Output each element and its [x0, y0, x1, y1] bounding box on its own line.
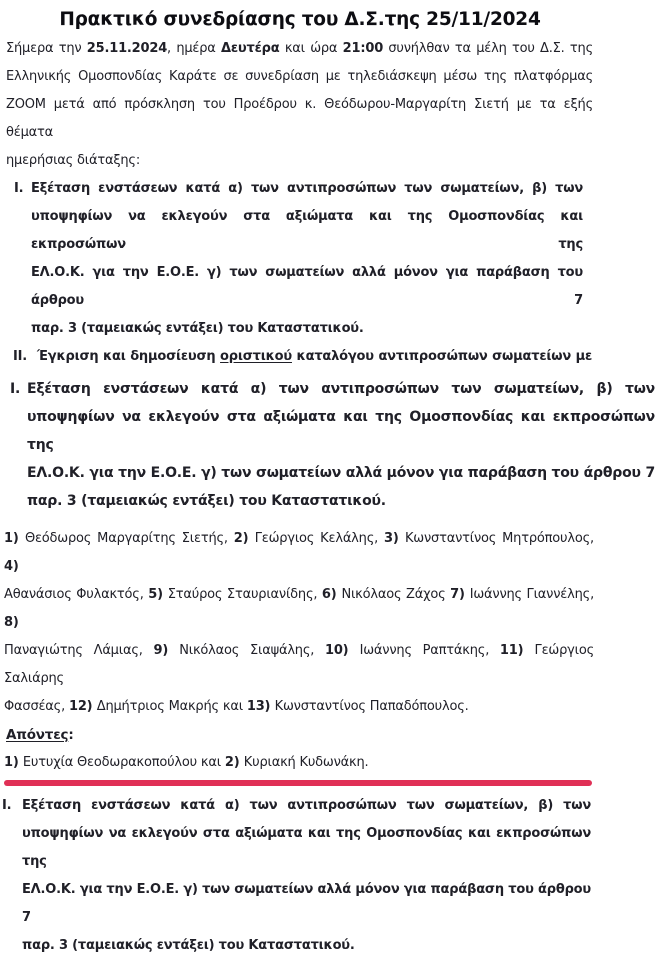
text-segment: 1)	[4, 531, 25, 546]
text-segment: , ημέρα	[167, 41, 222, 56]
text-segment: παρ. 3 (ταμειακώς εντάξει) του Καταστατικού.	[31, 321, 364, 336]
text-segment: και ώρα	[279, 41, 343, 56]
text-line	[31, 175, 583, 203]
text-segment: 2)	[224, 755, 244, 770]
text-line	[6, 147, 593, 175]
text-segment: Ιωάννης Γιαννέλης,	[469, 587, 595, 602]
text-segment: 7)	[450, 587, 470, 602]
absent-paragraph	[4, 751, 600, 775]
text-segment: Φασσέας,	[4, 699, 69, 714]
text-line	[27, 459, 655, 487]
text-segment: 11)	[499, 643, 535, 658]
text-line	[22, 792, 591, 820]
text-segment: παρ. 3 (ταμειακώς εντάξει) του Καταστατικού.	[22, 938, 355, 953]
text-segment: Ιωάννης Ραπτάκης,	[359, 643, 500, 658]
text-line	[4, 693, 594, 721]
text-line	[22, 932, 591, 960]
text-segment: Γεώργιος Σαλιάρης	[4, 643, 595, 686]
text-segment: Δευτέρα	[221, 41, 280, 56]
text-segment: Νικόλαος Σιαψάλης,	[179, 643, 325, 658]
agenda-item-1-marker: I.	[14, 181, 24, 196]
text-segment: 12)	[68, 699, 97, 714]
text-segment: 21:00	[342, 41, 384, 56]
text-segment: Έγκριση και δημοσίευση	[37, 349, 221, 364]
text-segment: 1)	[4, 755, 23, 770]
text-segment: οριστικού	[220, 349, 292, 364]
text-line	[4, 525, 594, 581]
text-line	[31, 315, 583, 343]
agenda-item-2-marker: II.	[13, 349, 28, 364]
text-line	[27, 375, 655, 403]
text-line	[6, 63, 593, 91]
document-title: Πρακτικό συνεδρίασης του Δ.Σ.της 25/11/2024	[59, 9, 541, 30]
text-segment: Παναγιώτης Λάμιας,	[4, 643, 154, 658]
text-segment: Κωνσταντίνος Μητρόπουλος,	[404, 531, 594, 546]
text-segment: 4)	[4, 559, 19, 574]
text-segment: Εξέταση ενστάσεων κατά α) των αντιπροσώπων των σωματείων, β) των	[27, 381, 655, 397]
text-segment: Απόντες	[6, 727, 69, 743]
text-segment: Γεώργιος Κελάλης,	[254, 531, 385, 546]
bottom-agenda-item-1	[2, 792, 591, 960]
text-segment: 8)	[4, 615, 19, 630]
text-segment: παρ. 3 (ταμειακώς εντάξει) του Καταστατικού.	[27, 493, 386, 509]
text-line	[31, 203, 583, 259]
text-line	[4, 581, 594, 637]
text-segment: υποψηφίων να εκλεγούν στα αξιώματα και της Ομοσπονδίας και εκπροσώπων της	[22, 826, 591, 869]
text-line	[37, 343, 592, 371]
text-segment: ΕΛ.Ο.Κ. για την Ε.Ο.Ε. γ) των σωματείων αλλά μόνον για παράβαση του άρθρου 7	[27, 465, 655, 481]
bottom-agenda-item-1-marker: I.	[2, 798, 12, 813]
agenda-item-2-body	[37, 343, 592, 371]
text-segment: καταλόγου αντιπροσώπων σωματείων με	[291, 349, 592, 364]
text-segment: Δημήτριος Μακρής και	[96, 699, 247, 714]
text-line	[6, 723, 600, 747]
repeated-agenda-item-1	[10, 375, 655, 515]
text-segment: συνήλθαν τα μέλη του Δ.Σ. της	[383, 41, 594, 56]
text-segment: ΕΛ.Ο.Κ. για την Ε.Ο.Ε. γ) των σωματείων αλλά μόνον για παράβαση του άρθρου 7	[31, 265, 583, 308]
text-line	[27, 403, 655, 459]
absent-heading	[6, 723, 600, 747]
agenda-item-1	[14, 175, 583, 343]
text-line	[6, 35, 593, 63]
text-line	[4, 751, 600, 775]
text-line	[27, 487, 655, 515]
text-segment: 25.11.2024	[86, 41, 168, 56]
text-segment: υποψηφίων να εκλεγούν στα αξιώματα και της Ομοσπονδίας και εκπροσώπων της	[27, 409, 655, 453]
text-line	[4, 637, 594, 693]
text-segment: 6)	[321, 587, 342, 602]
text-segment: Σταύρος Σταυριανίδης,	[167, 587, 322, 602]
text-segment: Κυριακή Κυδωνάκη.	[243, 755, 369, 770]
intro-paragraph	[6, 35, 593, 175]
text-segment: Κωνσταντίνος Παπαδόπουλος.	[274, 699, 469, 714]
repeated-agenda-item-1-marker: I.	[10, 381, 21, 397]
text-line	[22, 876, 591, 932]
attendees-paragraph	[4, 525, 594, 721]
text-segment: Ευτυχία Θεοδωρακοπούλου και	[22, 755, 225, 770]
text-segment: 3)	[384, 531, 405, 546]
text-segment: Νικόλαος Ζάχος	[341, 587, 451, 602]
document-page	[0, 7, 655, 953]
agenda-item-2	[13, 343, 592, 371]
repeated-agenda-item-1-body	[27, 375, 655, 515]
agenda-item-1-body	[31, 175, 583, 343]
text-segment: ZOOM μετά από πρόσκληση του Προέδρου κ. Θεόδωρου-Μαργαρίτη Σιετή με τα εξής θέματα	[6, 97, 593, 140]
bottom-agenda-item-1-body	[22, 792, 591, 960]
text-line	[22, 820, 591, 876]
text-segment: 10)	[324, 643, 360, 658]
text-segment: 2)	[233, 531, 255, 546]
text-line	[31, 259, 583, 315]
text-segment: Σήμερα την	[6, 41, 87, 56]
text-segment: ημερήσιας διάταξης:	[6, 153, 141, 168]
text-segment: ΕΛ.Ο.Κ. για την Ε.Ο.Ε. γ) των σωματείων αλλά μόνον για παράβαση του άρθρου 7	[22, 882, 591, 925]
text-segment: :	[68, 727, 74, 743]
text-segment: Αθανάσιος Φυλακτός,	[4, 587, 149, 602]
text-segment: υποψηφίων να εκλεγούν στα αξιώματα και της Ομοσπονδίας και εκπροσώπων της	[31, 209, 583, 252]
text-segment: Θεόδωρος Μαργαρίτης Σιετής,	[24, 531, 234, 546]
text-segment: Εξέταση ενστάσεων κατά α) των αντιπροσώπων των σωματείων, β) των	[22, 798, 591, 813]
section-divider	[4, 780, 592, 786]
text-line	[6, 91, 593, 147]
text-segment: 5)	[148, 587, 168, 602]
text-segment: Εξέταση ενστάσεων κατά α) των αντιπροσώπων των σωματείων, β) των	[31, 181, 583, 196]
text-segment: 13)	[246, 699, 275, 714]
text-segment: Ελληνικής Ομοσπονδίας Καράτε σε συνεδρίαση με τηλεδιάσκεψη μέσω της πλατφόρμας	[6, 69, 593, 84]
text-segment: 9)	[153, 643, 180, 658]
